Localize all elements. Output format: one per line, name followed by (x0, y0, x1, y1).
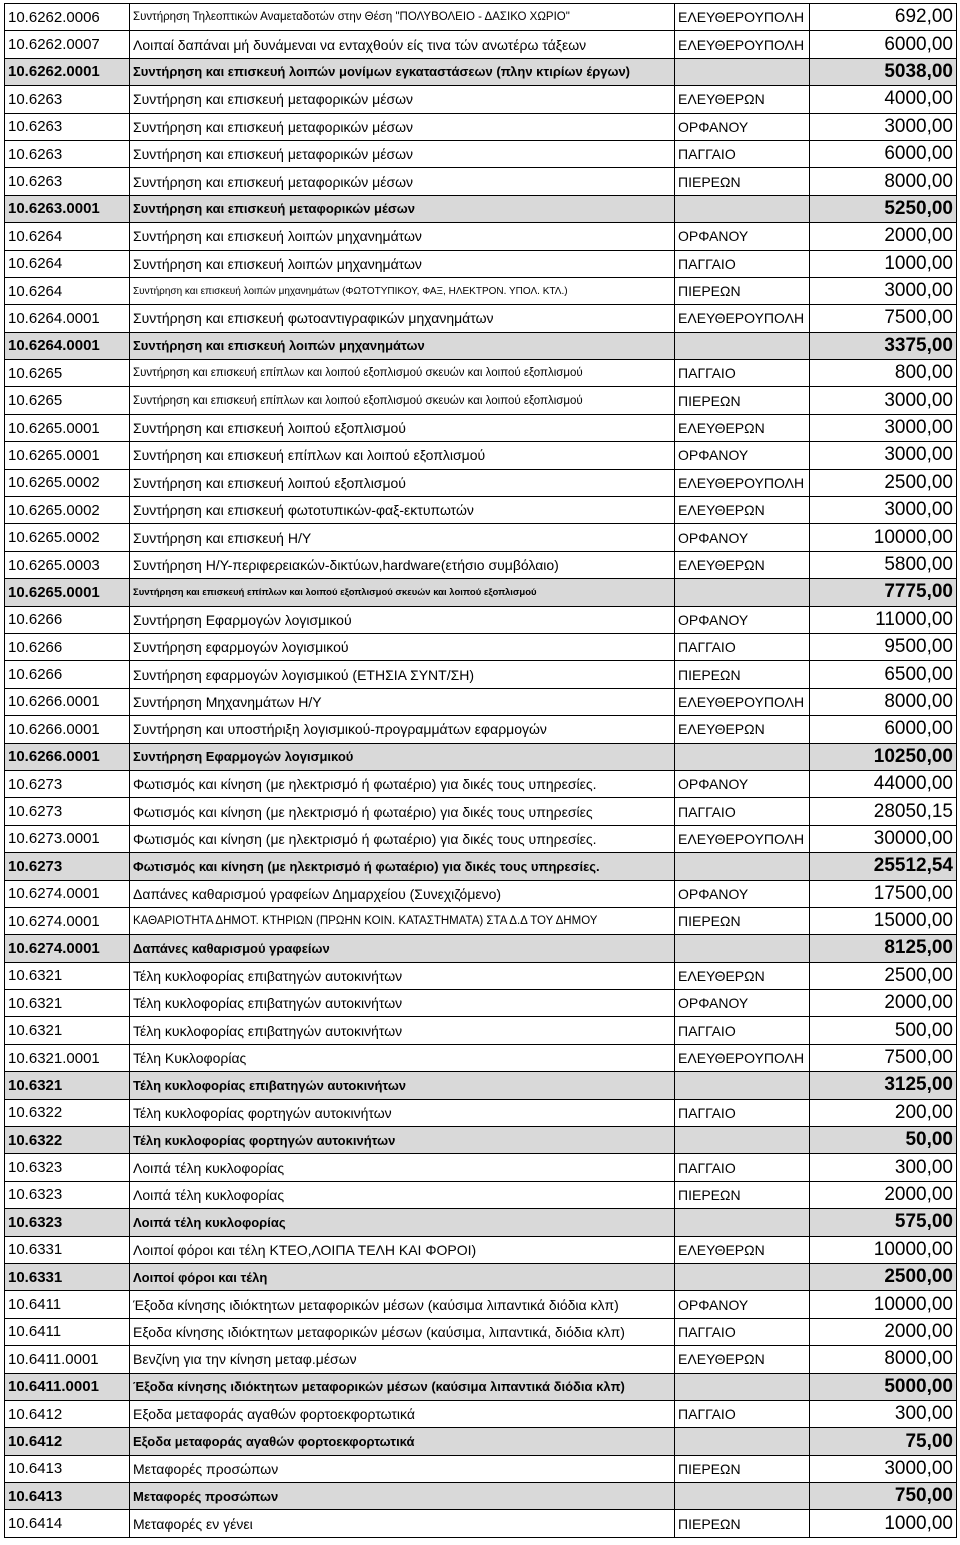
table-row (5, 524, 957, 551)
account-code-cell: 10.6264 (5, 277, 130, 304)
description-cell: Συντήρηση και επισκευή φωτοαντιγραφικών μηχανημάτων (130, 305, 675, 332)
account-code-cell: 10.6265 (5, 387, 130, 414)
account-code-cell: 10.6273 (5, 770, 130, 797)
description-cell: Λοιπαί δαπάναι μή δυνάμεναι να ενταχθούν είς τινα τών ανωτέρω τάξεων (130, 31, 675, 58)
description-cell: Συντήρηση και επισκευή μεταφορικών μέσων (130, 113, 675, 140)
account-code-cell: 10.6411 (5, 1318, 130, 1345)
table-row (5, 1455, 957, 1482)
account-code-cell: 10.6264.0001 (5, 305, 130, 332)
description-cell: Συντήρηση και επισκευή Η/Υ (130, 524, 675, 551)
description-cell: Εξοδα μεταφοράς αγαθών φορτοεκφορτωτικά (130, 1428, 675, 1455)
amount-cell: 6500,00 (810, 661, 957, 688)
amount-cell: 9500,00 (810, 633, 957, 660)
amount-cell: 75,00 (810, 1428, 957, 1455)
budget-table (4, 3, 957, 1538)
amount-cell: 7500,00 (810, 305, 957, 332)
area-cell (675, 1127, 810, 1154)
amount-cell: 1000,00 (810, 1510, 957, 1537)
account-code-cell: 10.6273 (5, 798, 130, 825)
description-cell: Συντήρηση και επισκευή επίπλων και λοιπού εξοπλισμού (130, 442, 675, 469)
description-cell: Συντήρηση Τηλεοπτικών Αναμεταδοτών στην Θέση "ΠΟΛΥΒΟΛΕΙΟ - ΔΑΣΙΚΟ ΧΩΡΙΟ" (130, 4, 675, 31)
area-cell (675, 935, 810, 962)
description-cell: Τέλη κυκλοφορίας επιβατηγών αυτοκινήτων (130, 962, 675, 989)
table-row (5, 1181, 957, 1208)
area-cell (675, 1483, 810, 1510)
table-row (5, 1236, 957, 1263)
subtotal-row (5, 332, 957, 359)
amount-cell: 3000,00 (810, 277, 957, 304)
description-cell: Συντήρηση και υποστήριξη λογισμικού-προγραμμάτων εφαρμογών (130, 716, 675, 743)
table-row (5, 140, 957, 167)
description-cell: Τέλη κυκλοφορίας φορτηγών αυτοκινήτων (130, 1127, 675, 1154)
account-code-cell: 10.6265.0002 (5, 524, 130, 551)
area-cell: ΠΑΓΓΑΙΟ (675, 1017, 810, 1044)
description-cell: Έξοδα κίνησης ιδιόκτητων μεταφορικών μέσων (καύσιμα λιπαντικά διόδια κλπ) (130, 1373, 675, 1400)
area-cell: ΟΡΦΑΝΟΥ (675, 1291, 810, 1318)
description-cell: Συντήρηση και επισκευή λοιπών μονίμων εγκαταστάσεων (πλην κτιρίων έργων) (130, 58, 675, 85)
description-cell: Δαπάνες καθαρισμού γραφείων Δημαρχείου (Συνεχιζόμενο) (130, 880, 675, 907)
description-cell: Συντήρηση Εφαρμογών λογισμικού (130, 606, 675, 633)
amount-cell: 5800,00 (810, 551, 957, 578)
area-cell: ΕΛΕΥΘΕΡΟΥΠΟΛΗ (675, 1044, 810, 1071)
description-cell: Εξοδα κίνησης ιδιόκτητων μεταφορικών μέσων (καύσιμα, λιπαντικά, διόδια κλπ) (130, 1318, 675, 1345)
table-row (5, 414, 957, 441)
table-row (5, 606, 957, 633)
table-row (5, 223, 957, 250)
subtotal-row (5, 853, 957, 880)
account-code-cell: 10.6323 (5, 1154, 130, 1181)
table-row (5, 825, 957, 852)
account-code-cell: 10.6412 (5, 1400, 130, 1427)
amount-cell: 10000,00 (810, 1291, 957, 1318)
area-cell: ΕΛΕΥΘΕΡΟΥΠΟΛΗ (675, 4, 810, 31)
area-cell: ΕΛΕΥΘΕΡΩΝ (675, 1236, 810, 1263)
description-cell: Φωτισμός και κίνηση (με ηλεκτρισμό ή φωταέριο) για δικές τους υπηρεσίες (130, 798, 675, 825)
description-cell: Συντήρηση και επισκευή φωτοτυπικών-φαξ-εκτυπωτών (130, 497, 675, 524)
account-code-cell: 10.6265 (5, 360, 130, 387)
area-cell (675, 1209, 810, 1236)
description-cell: Τέλη Κυκλοφορίας (130, 1044, 675, 1071)
account-code-cell: 10.6266 (5, 606, 130, 633)
table-row (5, 1318, 957, 1345)
amount-cell: 3375,00 (810, 332, 957, 359)
area-cell: ΠΙΕΡΕΩΝ (675, 1510, 810, 1537)
subtotal-row (5, 743, 957, 770)
area-cell: ΠΙΕΡΕΩΝ (675, 387, 810, 414)
account-code-cell: 10.6323 (5, 1209, 130, 1236)
account-code-cell: 10.6265.0001 (5, 442, 130, 469)
description-cell: Φωτισμός και κίνηση (με ηλεκτρισμό ή φωταέριο) για δικές τους υπηρεσίες. (130, 825, 675, 852)
description-cell: Συντήρηση εφαρμογών λογισμικού (ΕΤΗΣΙΑ ΣΥΝΤ/ΣΗ) (130, 661, 675, 688)
area-cell (675, 1373, 810, 1400)
description-cell: Συντήρηση και επισκευή επίπλων και λοιπού εξοπλισμού σκευών και λοιπού εξοπλισμού (130, 360, 675, 387)
description-cell: Λοιποί φόροι και τέλη ΚΤΕΟ,ΛΟΙΠΑ ΤΕΛΗ ΚΑΙ ΦΟΡΟΙ) (130, 1236, 675, 1263)
description-cell: Συντήρηση Η/Υ-περιφερειακών-δικτύων,hardware(ετήσιο συμβόλαιο) (130, 551, 675, 578)
account-code-cell: 10.6263 (5, 168, 130, 195)
area-cell: ΠΙΕΡΕΩΝ (675, 1181, 810, 1208)
amount-cell: 800,00 (810, 360, 957, 387)
account-code-cell: 10.6274.0001 (5, 935, 130, 962)
area-cell: ΕΛΕΥΘΕΡΩΝ (675, 962, 810, 989)
table-row (5, 1510, 957, 1537)
subtotal-row (5, 579, 957, 606)
table-row (5, 962, 957, 989)
account-code-cell: 10.6265.0002 (5, 497, 130, 524)
amount-cell: 10000,00 (810, 524, 957, 551)
table-row (5, 86, 957, 113)
account-code-cell: 10.6411 (5, 1291, 130, 1318)
amount-cell: 6000,00 (810, 140, 957, 167)
area-cell: ΠΙΕΡΕΩΝ (675, 1455, 810, 1482)
amount-cell: 2000,00 (810, 1181, 957, 1208)
area-cell: ΕΛΕΥΘΕΡΟΥΠΟΛΗ (675, 305, 810, 332)
amount-cell: 300,00 (810, 1154, 957, 1181)
table-row (5, 880, 957, 907)
description-cell: Έξοδα κίνησης ιδιόκτητων μεταφορικών μέσων (καύσιμα λιπαντικά διόδια κλπ) (130, 1291, 675, 1318)
account-code-cell: 10.6273 (5, 853, 130, 880)
area-cell (675, 58, 810, 85)
table-row (5, 387, 957, 414)
account-code-cell: 10.6411.0001 (5, 1346, 130, 1373)
area-cell: ΕΛΕΥΘΕΡΩΝ (675, 1346, 810, 1373)
account-code-cell: 10.6263 (5, 86, 130, 113)
account-code-cell: 10.6263.0001 (5, 195, 130, 222)
account-code-cell: 10.6321 (5, 1072, 130, 1099)
description-cell: Συντήρηση και επισκευή λοιπών μηχανημάτων (130, 250, 675, 277)
area-cell: ΕΛΕΥΘΕΡΩΝ (675, 716, 810, 743)
account-code-cell: 10.6321 (5, 990, 130, 1017)
account-code-cell: 10.6266.0001 (5, 688, 130, 715)
area-cell: ΠΑΓΓΑΙΟ (675, 250, 810, 277)
subtotal-row (5, 195, 957, 222)
amount-cell: 6000,00 (810, 31, 957, 58)
area-cell (675, 332, 810, 359)
description-cell: Τέλη κυκλοφορίας επιβατηγών αυτοκινήτων (130, 990, 675, 1017)
description-cell: Συντήρηση Μηχανημάτων Η/Υ (130, 688, 675, 715)
amount-cell: 575,00 (810, 1209, 957, 1236)
amount-cell: 8000,00 (810, 168, 957, 195)
area-cell (675, 579, 810, 606)
description-cell: Συντήρηση και επισκευή λοιπών μηχανημάτων (ΦΩΤΟΤΥΠΙΚΟΥ, ΦΑΞ, ΗΛΕΚΤΡΟΝ. ΥΠΟΛ. ΚΤΛ.) (130, 277, 675, 304)
area-cell: ΠΑΓΓΑΙΟ (675, 1099, 810, 1126)
amount-cell: 8000,00 (810, 1346, 957, 1373)
amount-cell: 300,00 (810, 1400, 957, 1427)
amount-cell: 200,00 (810, 1099, 957, 1126)
area-cell: ΕΛΕΥΘΕΡΟΥΠΟΛΗ (675, 469, 810, 496)
account-code-cell: 10.6322 (5, 1099, 130, 1126)
description-cell: Τέλη κυκλοφορίας επιβατηγών αυτοκινήτων (130, 1017, 675, 1044)
amount-cell: 3000,00 (810, 1455, 957, 1482)
subtotal-row (5, 1263, 957, 1290)
description-cell: Συντήρηση και επισκευή λοιπών μηχανημάτων (130, 223, 675, 250)
amount-cell: 3125,00 (810, 1072, 957, 1099)
description-cell: Βενζίνη για την κίνηση μεταφ.μέσων (130, 1346, 675, 1373)
area-cell: ΠΙΕΡΕΩΝ (675, 277, 810, 304)
amount-cell: 25512,54 (810, 853, 957, 880)
area-cell: ΠΙΕΡΕΩΝ (675, 168, 810, 195)
table-row (5, 688, 957, 715)
area-cell: ΠΑΓΓΑΙΟ (675, 140, 810, 167)
area-cell: ΕΛΕΥΘΕΡΩΝ (675, 497, 810, 524)
table-row (5, 1017, 957, 1044)
area-cell (675, 743, 810, 770)
description-cell: Συντήρηση και επισκευή επίπλων και λοιπού εξοπλισμού σκευών και λοιπού εξοπλισμού (130, 579, 675, 606)
account-code-cell: 10.6265.0001 (5, 414, 130, 441)
area-cell (675, 853, 810, 880)
amount-cell: 17500,00 (810, 880, 957, 907)
table-row (5, 551, 957, 578)
description-cell: Μεταφορές εν γένει (130, 1510, 675, 1537)
account-code-cell: 10.6273.0001 (5, 825, 130, 852)
amount-cell: 3000,00 (810, 497, 957, 524)
description-cell: Τέλη κυκλοφορίας επιβατηγών αυτοκινήτων (130, 1072, 675, 1099)
description-cell: Τέλη κυκλοφορίας φορτηγών αυτοκινήτων (130, 1099, 675, 1126)
account-code-cell: 10.6264 (5, 223, 130, 250)
amount-cell: 500,00 (810, 1017, 957, 1044)
description-cell: Συντήρηση και επισκευή λοιπών μηχανημάτων (130, 332, 675, 359)
amount-cell: 5250,00 (810, 195, 957, 222)
amount-cell: 50,00 (810, 1127, 957, 1154)
area-cell: ΟΡΦΑΝΟΥ (675, 606, 810, 633)
amount-cell: 2500,00 (810, 469, 957, 496)
table-row (5, 113, 957, 140)
description-cell: Συντήρηση και επισκευή μεταφορικών μέσων (130, 86, 675, 113)
budget-table-body (5, 4, 957, 1538)
description-cell: Συντήρηση εφαρμογών λογισμικού (130, 633, 675, 660)
description-cell: Συντήρηση Εφαρμογών λογισμικού (130, 743, 675, 770)
amount-cell: 11000,00 (810, 606, 957, 633)
table-row (5, 1154, 957, 1181)
description-cell: ΚΑΘΑΡΙΟΤΗΤΑ ΔΗΜΟΤ. ΚΤΗΡΙΩΝ (ΠΡΩΗΝ ΚΟΙΝ. ΚΑΤΑΣΤΗΜΑΤΑ) ΣΤΑ Δ.Δ ΤΟΥ ΔΗΜΟΥ (130, 907, 675, 934)
account-code-cell: 10.6412 (5, 1428, 130, 1455)
account-code-cell: 10.6263 (5, 113, 130, 140)
account-code-cell: 10.6264.0001 (5, 332, 130, 359)
amount-cell: 750,00 (810, 1483, 957, 1510)
area-cell: ΠΑΓΓΑΙΟ (675, 1400, 810, 1427)
description-cell: Μεταφορές προσώπων (130, 1483, 675, 1510)
table-row (5, 661, 957, 688)
amount-cell: 10000,00 (810, 1236, 957, 1263)
amount-cell: 28050,15 (810, 798, 957, 825)
table-row (5, 168, 957, 195)
table-row (5, 31, 957, 58)
description-cell: Φωτισμός και κίνηση (με ηλεκτρισμό ή φωταέριο) για δικές τους υπηρεσίες. (130, 853, 675, 880)
amount-cell: 3000,00 (810, 113, 957, 140)
area-cell: ΕΛΕΥΘΕΡΩΝ (675, 551, 810, 578)
account-code-cell: 10.6266.0001 (5, 716, 130, 743)
amount-cell: 2500,00 (810, 962, 957, 989)
area-cell: ΕΛΕΥΘΕΡΟΥΠΟΛΗ (675, 31, 810, 58)
table-row (5, 1400, 957, 1427)
account-code-cell: 10.6265.0003 (5, 551, 130, 578)
area-cell: ΕΛΕΥΘΕΡΩΝ (675, 414, 810, 441)
subtotal-row (5, 1209, 957, 1236)
table-row (5, 633, 957, 660)
account-code-cell: 10.6414 (5, 1510, 130, 1537)
amount-cell: 30000,00 (810, 825, 957, 852)
table-row (5, 469, 957, 496)
table-row (5, 907, 957, 934)
amount-cell: 4000,00 (810, 86, 957, 113)
subtotal-row (5, 1373, 957, 1400)
description-cell: Δαπάνες καθαρισμού γραφείων (130, 935, 675, 962)
description-cell: Μεταφορές προσώπων (130, 1455, 675, 1482)
account-code-cell: 10.6262.0006 (5, 4, 130, 31)
description-cell: Συντήρηση και επισκευή λοιπού εξοπλισμού (130, 469, 675, 496)
amount-cell: 2500,00 (810, 1263, 957, 1290)
table-row (5, 305, 957, 332)
account-code-cell: 10.6266 (5, 661, 130, 688)
account-code-cell: 10.6274.0001 (5, 880, 130, 907)
description-cell: Συντήρηση και επισκευή μεταφορικών μέσων (130, 168, 675, 195)
area-cell: ΟΡΦΑΝΟΥ (675, 223, 810, 250)
area-cell: ΟΡΦΑΝΟΥ (675, 770, 810, 797)
subtotal-row (5, 935, 957, 962)
area-cell (675, 1428, 810, 1455)
amount-cell: 15000,00 (810, 907, 957, 934)
description-cell: Συντήρηση και επισκευή μεταφορικών μέσων (130, 140, 675, 167)
amount-cell: 5000,00 (810, 1373, 957, 1400)
account-code-cell: 10.6331 (5, 1236, 130, 1263)
amount-cell: 3000,00 (810, 414, 957, 441)
account-code-cell: 10.6265.0001 (5, 579, 130, 606)
area-cell (675, 1072, 810, 1099)
account-code-cell: 10.6262.0001 (5, 58, 130, 85)
table-row (5, 277, 957, 304)
table-row (5, 1044, 957, 1071)
account-code-cell: 10.6321 (5, 962, 130, 989)
description-cell: Φωτισμός και κίνηση (με ηλεκτρισμό ή φωταέριο) για δικές τους υπηρεσίες. (130, 770, 675, 797)
account-code-cell: 10.6323 (5, 1181, 130, 1208)
area-cell: ΕΛΕΥΘΕΡΩΝ (675, 86, 810, 113)
amount-cell: 3000,00 (810, 442, 957, 469)
table-row (5, 250, 957, 277)
area-cell: ΟΡΦΑΝΟΥ (675, 113, 810, 140)
area-cell: ΕΛΕΥΘΕΡΟΥΠΟΛΗ (675, 825, 810, 852)
account-code-cell: 10.6262.0007 (5, 31, 130, 58)
area-cell: ΠΑΓΓΑΙΟ (675, 1154, 810, 1181)
area-cell: ΠΑΓΓΑΙΟ (675, 798, 810, 825)
amount-cell: 7500,00 (810, 1044, 957, 1071)
area-cell: ΠΑΓΓΑΙΟ (675, 633, 810, 660)
area-cell (675, 195, 810, 222)
account-code-cell: 10.6266.0001 (5, 743, 130, 770)
table-row (5, 798, 957, 825)
subtotal-row (5, 58, 957, 85)
table-row (5, 1099, 957, 1126)
table-row (5, 716, 957, 743)
account-code-cell: 10.6411.0001 (5, 1373, 130, 1400)
area-cell: ΟΡΦΑΝΟΥ (675, 442, 810, 469)
subtotal-row (5, 1127, 957, 1154)
area-cell: ΕΛΕΥΘΕΡΟΥΠΟΛΗ (675, 688, 810, 715)
table-row (5, 4, 957, 31)
description-cell: Λοιποί φόροι και τέλη (130, 1263, 675, 1290)
table-row (5, 1346, 957, 1373)
area-cell: ΠΑΓΓΑΙΟ (675, 360, 810, 387)
account-code-cell: 10.6322 (5, 1127, 130, 1154)
amount-cell: 8125,00 (810, 935, 957, 962)
amount-cell: 44000,00 (810, 770, 957, 797)
table-row (5, 360, 957, 387)
account-code-cell: 10.6274.0001 (5, 907, 130, 934)
area-cell: ΠΙΕΡΕΩΝ (675, 907, 810, 934)
account-code-cell: 10.6266 (5, 633, 130, 660)
description-cell: Συντήρηση και επισκευή επίπλων και λοιπού εξοπλισμού σκευών και λοιπού εξοπλισμού (130, 387, 675, 414)
description-cell: Λοιπά τέλη κυκλοφορίας (130, 1209, 675, 1236)
area-cell: ΟΡΦΑΝΟΥ (675, 880, 810, 907)
amount-cell: 10250,00 (810, 743, 957, 770)
amount-cell: 3000,00 (810, 387, 957, 414)
amount-cell: 8000,00 (810, 688, 957, 715)
account-code-cell: 10.6264 (5, 250, 130, 277)
account-code-cell: 10.6321.0001 (5, 1044, 130, 1071)
description-cell: Συντήρηση και επισκευή λοιπού εξοπλισμού (130, 414, 675, 441)
subtotal-row (5, 1483, 957, 1510)
amount-cell: 5038,00 (810, 58, 957, 85)
subtotal-row (5, 1428, 957, 1455)
description-cell: Εξοδα μεταφοράς αγαθών φορτοεκφορτωτικά (130, 1400, 675, 1427)
area-cell: ΟΡΦΑΝΟΥ (675, 990, 810, 1017)
account-code-cell: 10.6265.0002 (5, 469, 130, 496)
amount-cell: 692,00 (810, 4, 957, 31)
table-row (5, 497, 957, 524)
amount-cell: 2000,00 (810, 990, 957, 1017)
subtotal-row (5, 1072, 957, 1099)
area-cell: ΟΡΦΑΝΟΥ (675, 524, 810, 551)
table-row (5, 990, 957, 1017)
area-cell (675, 1263, 810, 1290)
amount-cell: 6000,00 (810, 716, 957, 743)
amount-cell: 7775,00 (810, 579, 957, 606)
area-cell: ΠΑΓΓΑΙΟ (675, 1318, 810, 1345)
table-row (5, 442, 957, 469)
table-row (5, 770, 957, 797)
description-cell: Συντήρηση και επισκευή μεταφορικών μέσων (130, 195, 675, 222)
account-code-cell: 10.6263 (5, 140, 130, 167)
account-code-cell: 10.6413 (5, 1483, 130, 1510)
account-code-cell: 10.6331 (5, 1263, 130, 1290)
table-row (5, 1291, 957, 1318)
area-cell: ΠΙΕΡΕΩΝ (675, 661, 810, 688)
description-cell: Λοιπά τέλη κυκλοφορίας (130, 1154, 675, 1181)
account-code-cell: 10.6413 (5, 1455, 130, 1482)
amount-cell: 1000,00 (810, 250, 957, 277)
account-code-cell: 10.6321 (5, 1017, 130, 1044)
amount-cell: 2000,00 (810, 1318, 957, 1345)
amount-cell: 2000,00 (810, 223, 957, 250)
description-cell: Λοιπά τέλη κυκλοφορίας (130, 1181, 675, 1208)
